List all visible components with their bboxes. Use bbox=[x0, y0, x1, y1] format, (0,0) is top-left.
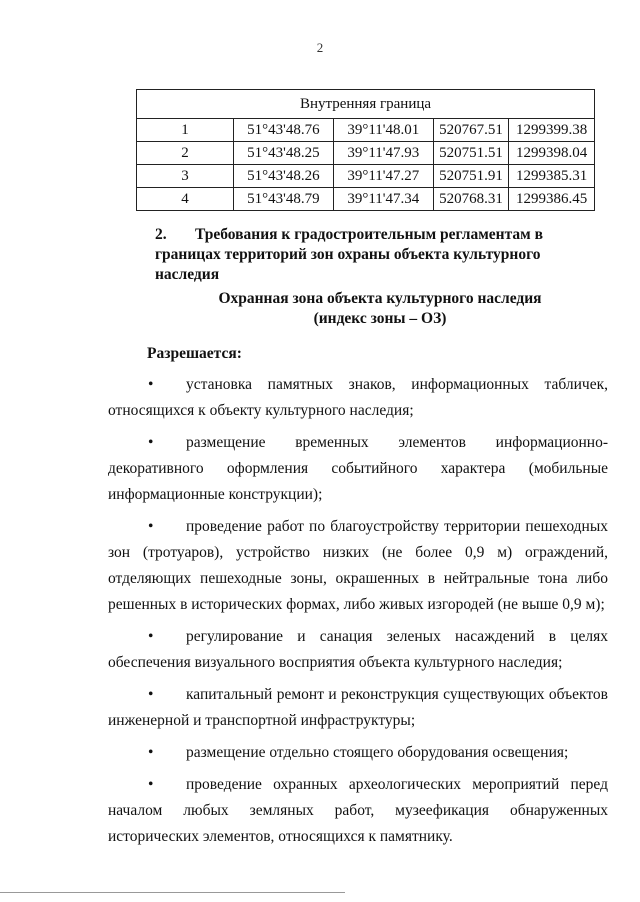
point-number: 3 bbox=[137, 165, 234, 188]
x-coordinate-cell: 520768.31 bbox=[433, 188, 508, 211]
allowed-label: Разрешается: bbox=[147, 345, 242, 362]
zone-title bbox=[0, 289, 640, 329]
bottom-divider bbox=[0, 892, 345, 893]
latitude-cell: 51°43'48.26 bbox=[233, 165, 333, 188]
bullet-icon: • bbox=[148, 434, 154, 451]
list-item-text: проведение охранных археологических мероприятий перед началом любых земляных работ, музеефикация обнаруженных исторических элементов, относящихся к памятнику. bbox=[108, 776, 608, 845]
longitude-cell: 39°11'47.34 bbox=[333, 188, 433, 211]
table-row bbox=[137, 119, 595, 142]
list-item bbox=[108, 430, 608, 508]
latitude-cell: 51°43'48.76 bbox=[233, 119, 333, 142]
longitude-cell: 39°11'47.27 bbox=[333, 165, 433, 188]
point-number: 1 bbox=[137, 119, 234, 142]
list-item bbox=[108, 682, 608, 734]
table-row bbox=[137, 165, 595, 188]
list-item bbox=[108, 772, 608, 850]
list-item bbox=[108, 514, 608, 618]
bullet-icon: • bbox=[148, 518, 154, 535]
page-number: 2 bbox=[316, 40, 324, 55]
section-heading bbox=[155, 225, 605, 285]
coordinates-table bbox=[136, 89, 595, 211]
zone-title-line1: Охранная зона объекта культурного наследия bbox=[218, 290, 542, 307]
list-item bbox=[108, 624, 608, 676]
y-coordinate-cell: 1299386.45 bbox=[509, 188, 595, 211]
zone-title-line2: (индекс зоны – ОЗ) bbox=[313, 310, 447, 327]
y-coordinate-cell: 1299399.38 bbox=[509, 119, 595, 142]
table-row bbox=[137, 188, 595, 211]
y-coordinate-cell: 1299385.31 bbox=[509, 165, 595, 188]
table-row bbox=[137, 142, 595, 165]
table-title: Внутренняя граница bbox=[137, 90, 595, 119]
latitude-cell: 51°43'48.79 bbox=[233, 188, 333, 211]
latitude-cell: 51°43'48.25 bbox=[233, 142, 333, 165]
point-number: 2 bbox=[137, 142, 234, 165]
bullet-icon: • bbox=[148, 628, 154, 645]
list-item-text: размещение временных элементов информационно-декоративного оформления событийного характера (мобильные информационные конструкции); bbox=[108, 434, 608, 503]
bullet-icon: • bbox=[148, 776, 154, 793]
bullet-icon: • bbox=[148, 744, 154, 761]
x-coordinate-cell: 520751.91 bbox=[433, 165, 508, 188]
list-item-text: капитальный ремонт и реконструкция существующих объектов инженерной и транспортной инфраструктуры; bbox=[108, 686, 608, 729]
list-item-text: установка памятных знаков, информационных табличек, относящихся к объекту культурного наследия; bbox=[108, 376, 608, 419]
table-title-row bbox=[137, 90, 595, 119]
x-coordinate-cell: 520751.51 bbox=[433, 142, 508, 165]
allowed-list bbox=[108, 372, 608, 856]
x-coordinate-cell: 520767.51 bbox=[433, 119, 508, 142]
longitude-cell: 39°11'48.01 bbox=[333, 119, 433, 142]
bullet-icon: • bbox=[148, 686, 154, 703]
bullet-icon: • bbox=[148, 376, 154, 393]
list-item bbox=[108, 372, 608, 424]
list-item-text: размещение отдельно стоящего оборудования освещения; bbox=[186, 744, 569, 761]
list-item bbox=[108, 740, 608, 766]
longitude-cell: 39°11'47.93 bbox=[333, 142, 433, 165]
y-coordinate-cell: 1299398.04 bbox=[509, 142, 595, 165]
point-number: 4 bbox=[137, 188, 234, 211]
list-item-text: регулирование и санация зеленых насаждений в целях обеспечения визуального восприятия объекта культурного наследия; bbox=[108, 628, 608, 671]
section-title: Требования к градостроительным регламентам в границах территорий зон охраны объекта культурного наследия bbox=[155, 226, 543, 283]
section-number: 2. bbox=[155, 226, 167, 243]
list-item-text: проведение работ по благоустройству территории пешеходных зон (тротуаров), устройство низких (не более 0,9 м) ограждений, отделяющих пешеходные зоны, окрашенных в нейтральные тона либо решенных в исторических формах, либо живых изгородей (не выше 0,9 м); bbox=[108, 518, 608, 613]
